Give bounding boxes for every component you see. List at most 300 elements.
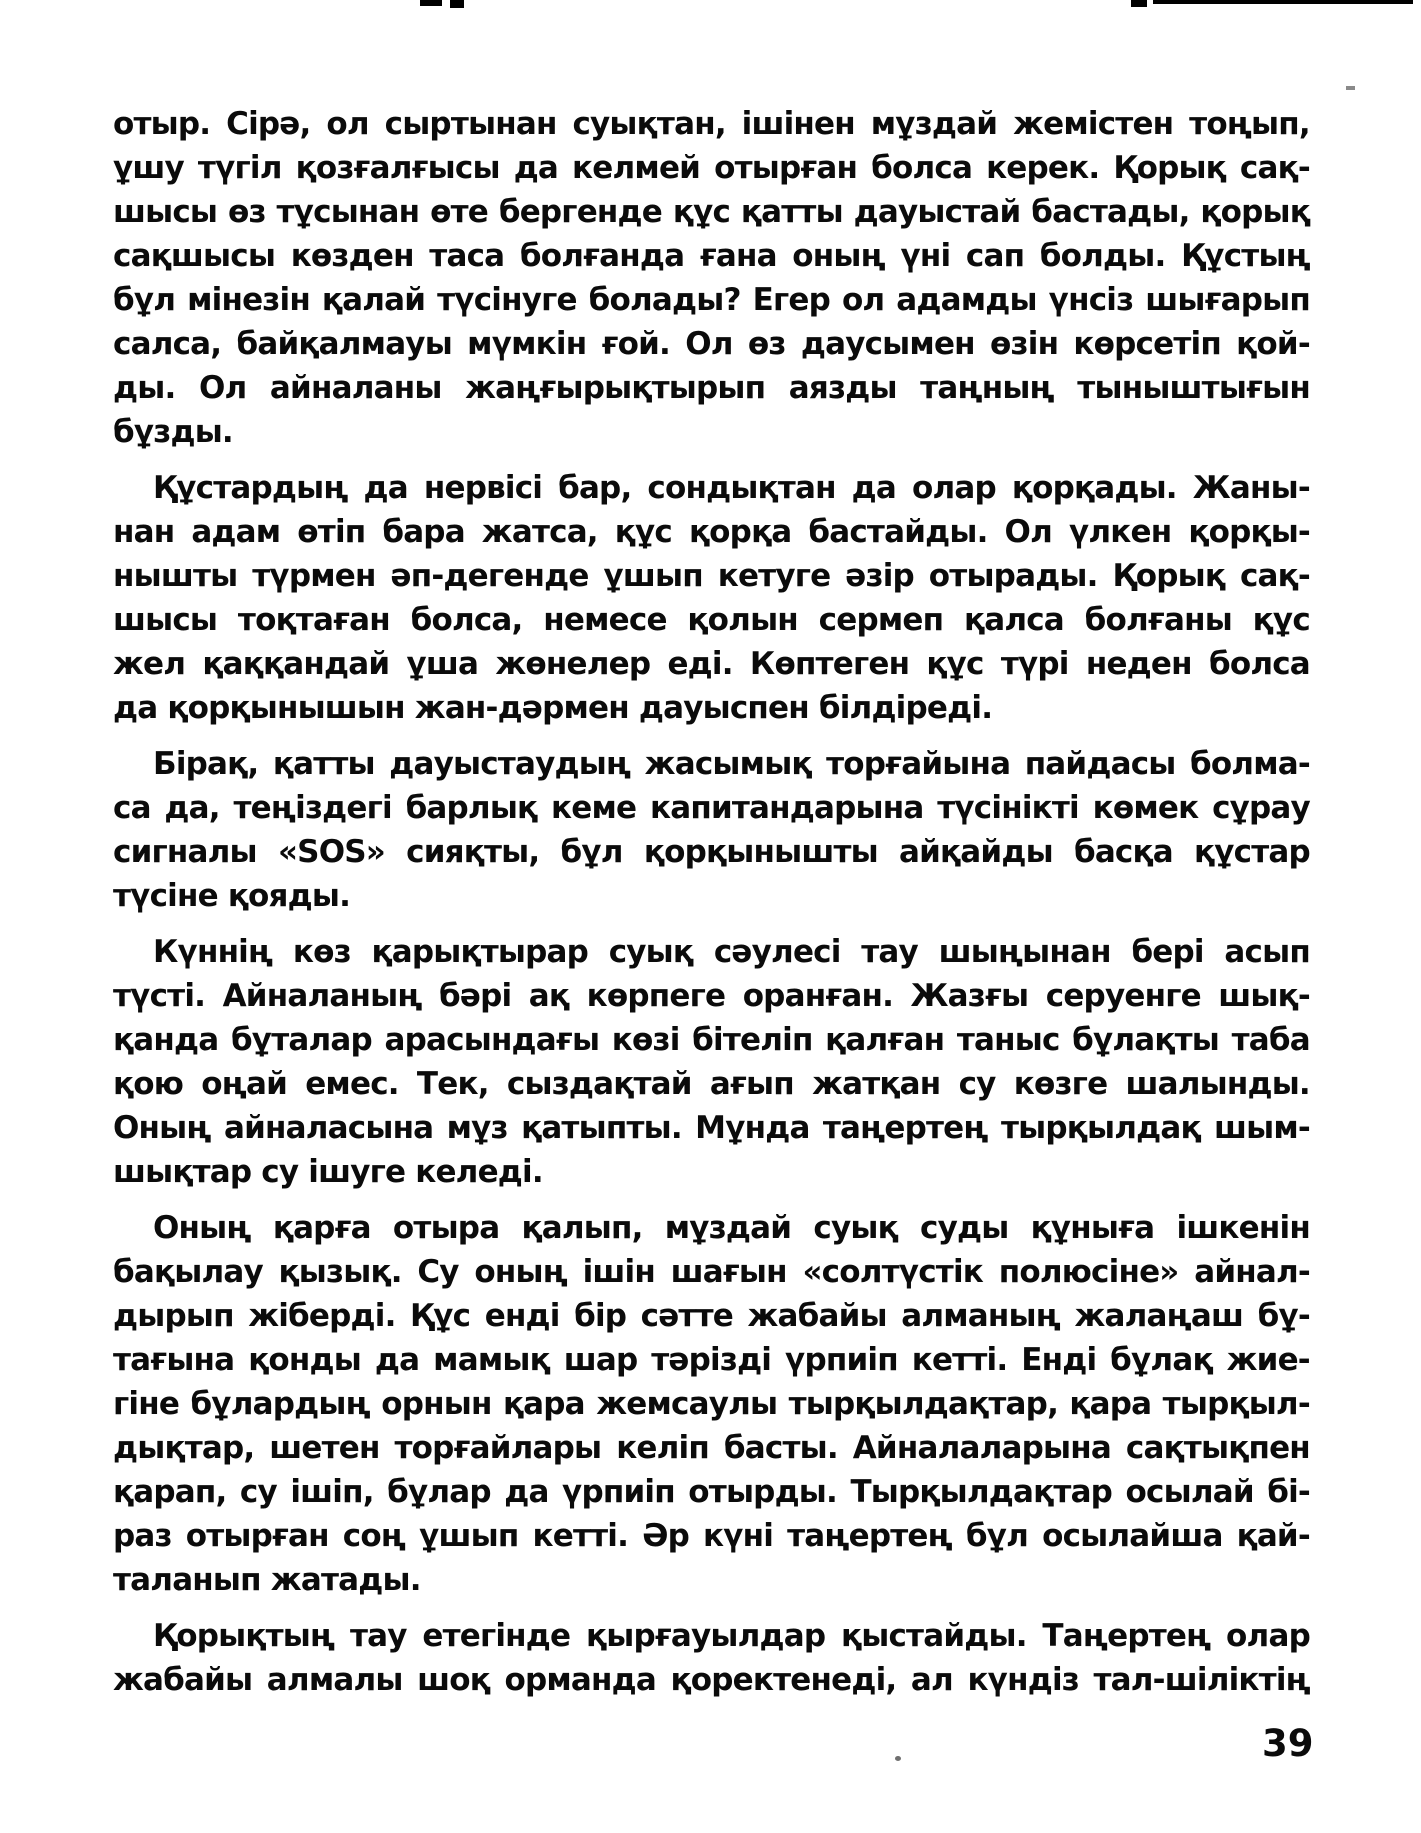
word: тыныштығын [1077, 370, 1310, 406]
text-line [113, 510, 1310, 554]
word: да [374, 1342, 420, 1378]
word: адам [191, 514, 281, 550]
word: кетті. [532, 1518, 629, 1554]
scan-artifact [450, 0, 464, 8]
word: шағын [670, 1254, 787, 1290]
text-line [113, 1294, 1310, 1338]
word: да [363, 470, 408, 506]
word: ішінен [741, 106, 855, 142]
word: Таңертең [1042, 1618, 1211, 1654]
word: Мұнда [695, 1110, 810, 1146]
word: түгіл [197, 150, 282, 186]
word: Ол [1004, 514, 1053, 550]
word: да [513, 150, 559, 186]
word: шық- [1218, 978, 1310, 1014]
word: бұл [965, 1518, 1029, 1554]
word: отырады. [928, 558, 1098, 594]
word: бастайды. [808, 514, 988, 550]
word: шығарып [1145, 282, 1310, 318]
word: жатқан [812, 1066, 941, 1102]
word: қарға [272, 1210, 371, 1246]
word: түсті. [113, 978, 206, 1014]
scan-artifact [1346, 86, 1355, 90]
word: мүмкін [467, 326, 587, 362]
word: жасымық [644, 746, 812, 782]
word: оранған. [742, 978, 894, 1014]
word: тал-шіліктің [1093, 1662, 1310, 1698]
text-line [113, 1658, 1310, 1702]
text-line [113, 278, 1310, 322]
word: жатса, [481, 514, 598, 550]
text-line [113, 742, 1310, 786]
word: өте [430, 194, 489, 230]
text-line [113, 1382, 1310, 1426]
word: түрмен [252, 558, 376, 594]
word: салса, [113, 326, 222, 362]
word: қолын [687, 602, 798, 638]
word: қонды [248, 1342, 362, 1378]
word: шар [563, 1342, 638, 1378]
text-line [113, 1614, 1310, 1658]
word: нервісі [423, 470, 543, 506]
word: күні [703, 1518, 774, 1554]
word: торғайына [826, 746, 1011, 782]
word: неден [1085, 646, 1192, 682]
word: олар [911, 470, 996, 506]
word: енді [484, 1298, 560, 1334]
scan-artifact [1131, 0, 1147, 7]
word: Әр [642, 1518, 690, 1554]
word: нышты [113, 558, 238, 594]
word: сияқты, [406, 834, 540, 870]
word: Жаны- [1192, 470, 1310, 506]
word: сигналы [113, 834, 257, 870]
word: қорқа [688, 514, 792, 550]
word: қырғауылдар [585, 1618, 826, 1654]
text-line [113, 554, 1310, 598]
text-line: таланып жатады. [113, 1562, 421, 1598]
word: сәтте [640, 1298, 733, 1334]
text-line [113, 1470, 1310, 1514]
word: сақтықпен [1125, 1430, 1310, 1466]
word: бара [382, 514, 465, 550]
word: жабайы [113, 1662, 253, 1698]
word: көз [292, 934, 351, 970]
word: мінезін [187, 282, 310, 318]
word: таныс [956, 1022, 1060, 1058]
word: да [851, 470, 897, 506]
word: үрпиіп [785, 1342, 898, 1378]
word: гіне [113, 1386, 180, 1422]
word: сақшысы [113, 238, 276, 274]
word: ды. [113, 370, 176, 406]
word: да, [164, 790, 220, 826]
word: Қорықтың [153, 1618, 335, 1654]
word: тәрізді [651, 1342, 772, 1378]
word: қатты [740, 194, 843, 230]
word: қалса [963, 602, 1064, 638]
word: шетен [269, 1430, 380, 1466]
word: жемсаулы [596, 1386, 778, 1422]
word: сермеп [818, 602, 944, 638]
text-line: да қорқынышын жан-дәрмен дауыспен білдіреді. [113, 690, 993, 726]
word: отыр. [113, 106, 211, 142]
word: оның [792, 238, 885, 274]
word: ал [910, 1662, 953, 1698]
word: Сірә, [226, 106, 311, 142]
word: дықтар, [113, 1430, 255, 1466]
word: ағып [709, 1066, 794, 1102]
word: осылайша [1042, 1518, 1223, 1554]
word: су [958, 1066, 996, 1102]
word: тырқыл- [1162, 1386, 1310, 1422]
word: са [113, 790, 151, 826]
word: ішкенін [1176, 1210, 1310, 1246]
word: тау [349, 1618, 407, 1654]
word: су [239, 1474, 277, 1510]
word: ұшып [603, 558, 703, 594]
word: үнсіз [1048, 282, 1134, 318]
word: дырып [113, 1298, 234, 1334]
word: құстар [1194, 834, 1310, 870]
word: жалаңаш [1074, 1298, 1244, 1334]
text-line [113, 366, 1310, 410]
word: тырқылдақ [1000, 1110, 1201, 1146]
word: суық [608, 934, 694, 970]
word: суық [813, 1210, 898, 1246]
word: қорқы- [1188, 514, 1310, 550]
word: сыртынан [384, 106, 557, 142]
text-line [113, 1250, 1310, 1294]
word: барлық [405, 790, 538, 826]
text-line [113, 642, 1310, 686]
word: көзге [1013, 1066, 1108, 1102]
scan-artifact [895, 1756, 901, 1761]
word: қорық [1200, 194, 1310, 230]
text-line: бұзды. [113, 414, 233, 450]
word: серуенге [1045, 978, 1201, 1014]
word: жел [113, 646, 186, 682]
word: қара [502, 1386, 585, 1422]
word: тау [861, 934, 918, 970]
word: ұшып [419, 1518, 519, 1554]
word: еді. [667, 646, 733, 682]
word: басты. [723, 1430, 838, 1466]
word: таңның [920, 370, 1054, 406]
word: байқалмауы [236, 326, 452, 362]
word: сондықтан [647, 470, 836, 506]
word: Тырқылдақтар [850, 1474, 1113, 1510]
text-line [113, 1062, 1310, 1106]
paragraph [113, 1206, 1310, 1602]
word: сап [965, 238, 1025, 274]
word: қалған [825, 1022, 945, 1058]
word: қара [1069, 1386, 1152, 1422]
word: мұздай [870, 106, 998, 142]
word: таса [429, 238, 505, 274]
word: капитандарына [649, 790, 924, 826]
word: осылай [1125, 1474, 1254, 1510]
word: мұз [446, 1110, 508, 1146]
word: торғайлары [394, 1430, 602, 1466]
word: суықтан, [572, 106, 726, 142]
word: қарықтырар [371, 934, 589, 970]
word: «SOS» [277, 834, 385, 870]
word: Ол [198, 370, 247, 406]
word: айналаны [269, 370, 442, 406]
word: бір [574, 1298, 627, 1334]
word: отырған [185, 1518, 329, 1554]
word: айқайды [899, 834, 1053, 870]
word: қалып, [521, 1210, 643, 1246]
word: кетуге [717, 558, 831, 594]
page-number: 39 [1262, 1722, 1314, 1765]
word: болса [871, 150, 973, 186]
word: әп-дегенде [390, 558, 589, 594]
paragraph [113, 742, 1310, 918]
word: болғаны [1084, 602, 1232, 638]
word: тағына [113, 1342, 235, 1378]
scan-artifact [1153, 0, 1413, 4]
word: өтіп [297, 514, 366, 550]
word: көрпеге [586, 978, 726, 1014]
word: немесе [543, 602, 667, 638]
word: түсінуге [437, 282, 577, 318]
word: күндіз [967, 1662, 1079, 1698]
word: аязды [788, 370, 897, 406]
word: жаңғырықтырып [465, 370, 766, 406]
text-line [113, 930, 1310, 974]
word: келіп [616, 1430, 710, 1466]
word: мамық [433, 1342, 550, 1378]
text-line [113, 1426, 1310, 1470]
word: ұшу [113, 150, 184, 186]
paragraph [113, 102, 1310, 454]
word: жабайы [747, 1298, 887, 1334]
word: Көптеген [749, 646, 910, 682]
word: тұсынан [276, 194, 420, 230]
word: жіберді. [248, 1298, 396, 1334]
word: Айналаның [222, 978, 422, 1014]
text-line [113, 786, 1310, 830]
text-line: түсіне қояды. [113, 878, 351, 914]
word: тоқтаған [237, 602, 390, 638]
word: қозғалғысы [295, 150, 500, 186]
word: алмалы [266, 1662, 403, 1698]
word: Күннің [153, 934, 273, 970]
word: қарап, [113, 1474, 227, 1510]
word: ұша [406, 646, 479, 682]
word: үні [900, 238, 951, 274]
word: шым- [1214, 1110, 1310, 1146]
word: үлкен [1068, 514, 1172, 550]
word: бергенде [498, 194, 663, 230]
word: кеме [551, 790, 637, 826]
word: арасындағы [384, 1022, 600, 1058]
word: ақ [528, 978, 570, 1014]
word: таба [1231, 1022, 1310, 1058]
word: қай- [1236, 1518, 1310, 1554]
word: ішіп, [290, 1474, 374, 1510]
word: үрпиіп [562, 1474, 675, 1510]
text-line [113, 190, 1310, 234]
text-line [113, 1514, 1310, 1558]
word: орманда [504, 1662, 657, 1698]
word: етегінде [422, 1618, 571, 1654]
word: жөнелер [495, 646, 651, 682]
text-line [113, 1338, 1310, 1382]
word: орнын [381, 1386, 492, 1422]
word: алманың [901, 1298, 1061, 1334]
word: қанда [113, 1022, 219, 1058]
word: сәулесі [713, 934, 841, 970]
word: полюсіне» [998, 1254, 1179, 1290]
word: тоңып, [1189, 106, 1310, 142]
word: Енді [1021, 1342, 1097, 1378]
word: қаққандай [202, 646, 390, 682]
word: керек. [986, 150, 1100, 186]
word: ол [841, 282, 885, 318]
word: бұл [113, 282, 176, 318]
word: Оның [113, 1110, 211, 1146]
word: оңай [201, 1066, 288, 1102]
word: өз [228, 194, 266, 230]
word: сұрау [1212, 790, 1310, 826]
word: болса, [410, 602, 523, 638]
word: Ол [685, 326, 733, 362]
word: көрсетіп [1073, 326, 1221, 362]
word: бар, [558, 470, 632, 506]
word: Құс [410, 1298, 471, 1334]
word: бәрі [439, 978, 512, 1014]
word: нан [113, 514, 175, 550]
word: Қорық [1112, 558, 1226, 594]
text-line [113, 1206, 1310, 1250]
word: Тек, [416, 1066, 489, 1102]
word: жемістен [1013, 106, 1174, 142]
word: кетті. [911, 1342, 1008, 1378]
word: көзі [611, 1022, 680, 1058]
word: құс [672, 194, 731, 230]
word: отырды. [688, 1474, 838, 1510]
word: қатыпты. [521, 1110, 682, 1146]
text-line [113, 146, 1310, 190]
word: Қорық [1113, 150, 1226, 186]
word: «солтүстік [802, 1254, 984, 1290]
word: сыздақтай [506, 1066, 692, 1102]
word: қорқынышты [643, 834, 878, 870]
word: келмей [572, 150, 701, 186]
word: олар [1226, 1618, 1310, 1654]
text-line [113, 598, 1310, 642]
text-line [113, 102, 1310, 146]
word: ғана [699, 238, 777, 274]
word: құс [614, 514, 672, 550]
word: дауыстаудың [389, 746, 631, 782]
word: бастады, [1031, 194, 1190, 230]
word: Айналаларына [852, 1430, 1111, 1466]
word: қыстайды. [840, 1618, 1027, 1654]
word: басқа [1073, 834, 1173, 870]
word: суды [920, 1210, 1009, 1246]
word: Құстардың [153, 470, 348, 506]
word: болма- [1189, 746, 1310, 782]
word: көзден [290, 238, 414, 274]
word: шалынды. [1125, 1066, 1310, 1102]
word: өз [747, 326, 786, 362]
word: бақылау [113, 1254, 263, 1290]
word: дауыстай [853, 194, 1021, 230]
paragraph [113, 1614, 1310, 1702]
word: Бірақ, [153, 746, 259, 782]
word: ол [326, 106, 369, 142]
word: бұлар [387, 1474, 491, 1510]
text-line [113, 830, 1310, 874]
word: бітеліп [692, 1022, 813, 1058]
word: құс [926, 646, 984, 682]
word: шысы [113, 602, 218, 638]
word: Құстың [1181, 238, 1310, 274]
text-line [113, 1106, 1310, 1150]
word: Жазғы [910, 978, 1029, 1014]
word: бұлақ [1110, 1342, 1213, 1378]
word: Су [417, 1254, 459, 1290]
word: тырқылдақтар, [788, 1386, 1059, 1422]
word: қой- [1236, 326, 1310, 362]
word: құныға [1030, 1210, 1155, 1246]
word: қорқады. [1011, 470, 1177, 506]
word: сақ- [1239, 150, 1310, 186]
word: пайдасы [1024, 746, 1176, 782]
word: қоректенеді, [670, 1662, 897, 1698]
word: теңіздегі [233, 790, 392, 826]
word: шысы [113, 194, 218, 230]
word: отыра [392, 1210, 500, 1246]
word: қалай [321, 282, 426, 318]
word: даусымен [800, 326, 975, 362]
text-line [113, 974, 1310, 1018]
word: сақ- [1239, 558, 1310, 594]
word: түрі [1000, 646, 1069, 682]
word: түсінікті [937, 790, 1079, 826]
word: бері [1131, 934, 1204, 970]
word: асып [1224, 934, 1310, 970]
word: өзін [990, 326, 1059, 362]
paragraph [113, 930, 1310, 1194]
text-line [113, 466, 1310, 510]
text-line [113, 322, 1310, 366]
word: оның [474, 1254, 567, 1290]
word: емес. [305, 1066, 399, 1102]
word: болды. [1039, 238, 1166, 274]
word: отырған [714, 150, 858, 186]
word: әзір [845, 558, 914, 594]
word: шыңынан [938, 934, 1111, 970]
word: болғанда [519, 238, 685, 274]
word: таңертең [822, 1110, 988, 1146]
word: Оның [153, 1210, 251, 1246]
word: ішін [582, 1254, 655, 1290]
page-text [113, 102, 1310, 1702]
word: бі- [1267, 1474, 1310, 1510]
word: шоқ [417, 1662, 490, 1698]
word: құс [1252, 602, 1310, 638]
word: таңертең [787, 1518, 952, 1554]
text-line [113, 1018, 1310, 1062]
word: көмек [1092, 790, 1199, 826]
word: соң [342, 1518, 406, 1554]
word: қызық. [278, 1254, 402, 1290]
